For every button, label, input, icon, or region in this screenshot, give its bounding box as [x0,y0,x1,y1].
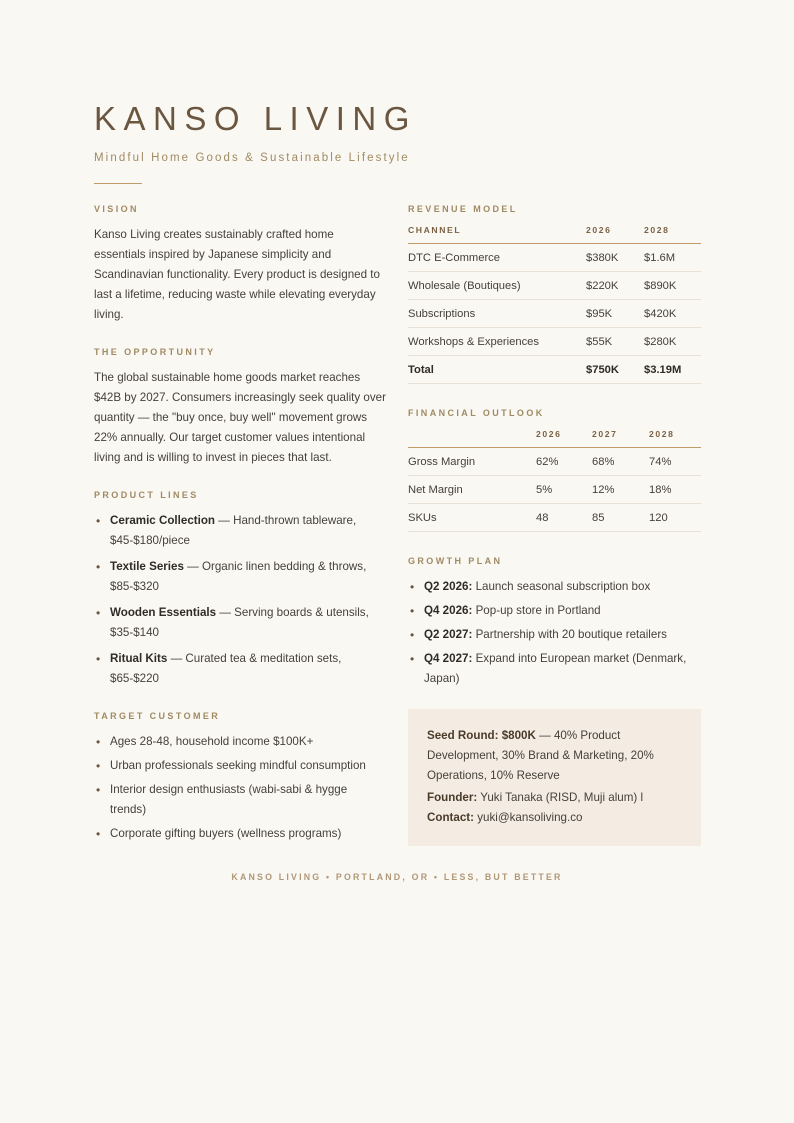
milestone-desc: Expand into European market (Denmark, Japan) [424,651,687,685]
product-desc: — Hand-thrown tableware, $45-$180/piece [110,514,357,548]
right-column [408,204,701,846]
cell-channel: DTC E-Commerce [408,243,586,271]
product-lines-list [94,511,386,689]
cell-2028: $420K [644,299,701,327]
page-footer: KANSO LIVING • PORTLAND, OR • LESS, BUT BETTER [231,871,563,882]
cell-2026: 5% [536,475,592,503]
table-row [408,327,701,355]
section-heading-revenue-model: REVENUE MODEL [408,203,518,214]
column-header-2028: 2028 [649,429,701,448]
table-header-row [408,225,701,244]
milestone-label: Q2 2026: [424,579,473,593]
list-item [110,649,386,689]
list-item: • Ages 28-48, household income $100K+ [110,732,386,752]
contact-line [427,808,682,828]
cell-2027: 12% [592,475,649,503]
cell-metric: Net Margin [408,475,536,503]
column-header-2026: 2026 [536,429,592,448]
section-heading-financial-outlook: FINANCIAL OUTLOOK [408,407,545,418]
list-item: • Corporate gifting buyers (wellness programs) [110,824,386,844]
cell-2026: $220K [586,271,644,299]
milestone-label: Q4 2026: [424,603,473,617]
table-header-row [408,429,701,448]
column-header-channel: CHANNEL [408,225,586,244]
cell-metric: SKUs [408,503,536,531]
page-title: KANSO LIVING [94,100,417,137]
product-desc: — Curated tea & meditation sets, $65-$220 [110,652,342,685]
founder-value: Yuki Tanaka (RISD, Muji alum) l [480,790,644,804]
cell-2028: $890K [644,271,701,299]
cell-metric: Gross Margin [408,447,536,475]
content-columns [94,204,700,846]
cell-channel: Subscriptions [408,299,586,327]
seed-round-desc: — 40% Product Development, 30% Brand & Marketing, 20% Operations, 10% Reserve [427,728,654,782]
cell-2027: 85 [592,503,649,531]
section-heading-growth-plan: GROWTH PLAN [408,555,503,566]
page-tagline: Mindful Home Goods & Sustainable Lifestyle [94,151,410,164]
cell-channel: Workshops & Experiences [408,327,586,355]
milestone-desc: Pop-up store in Portland [475,603,601,617]
opportunity-body: The global sustainable home goods market reaches $42B by 2027. Consumers increasingly seek quality over quantity — the "buy once, buy well" movement grows 22% annually. Our target customer values intentional living and is willing to invest in pieces that last. [94,371,386,465]
seed-round-label: Seed Round: $800K [427,728,536,742]
left-column [94,204,386,844]
table-row [408,503,701,531]
milestone-label: Q4 2027: [424,651,473,665]
cell-2027: 68% [592,447,649,475]
seed-round-line [427,726,682,786]
list-item: • Urban professionals seeking mindful consumption [110,756,386,776]
list-item [424,601,701,621]
cell-total-label: Total [408,355,586,383]
cell-2028: $1.6M [644,243,701,271]
cell-2028: 74% [649,447,701,475]
cell-2026: $95K [586,299,644,327]
founder-line [427,788,682,808]
contact-label: Contact: [427,810,475,824]
table-row [408,447,701,475]
document-header [94,96,700,184]
vision-body: Kanso Living creates sustainably crafted home essentials inspired by Japanese simplicity and Scandinavian functionality. Every product is designed to last a lifetime, reducing waste while elevating everyday living. [94,227,380,322]
growth-plan-list [408,577,701,689]
milestone-desc: Launch seasonal subscription box [475,579,651,593]
cell-2026: $380K [586,243,644,271]
contact-value: yuki@kansoliving.co [477,810,583,824]
list-item [424,577,701,597]
product-name: Textile Series [110,560,184,574]
milestone-label: Q2 2027: [424,627,473,641]
cell-channel: Wholesale (Boutiques) [408,271,586,299]
milestone-desc: Partnership with 20 boutique retailers [475,627,667,641]
column-header-2026: 2026 [586,225,644,244]
financial-outlook-table [408,429,701,532]
revenue-model-table [408,225,701,384]
section-heading-product-lines: PRODUCT LINES [94,490,199,501]
cell-2026: 48 [536,503,592,531]
table-row [408,299,701,327]
list-item [424,649,701,689]
cell-2028: 18% [649,475,701,503]
product-desc: — Serving boards & utensils, $35-$140 [110,606,369,640]
list-item [110,557,386,597]
cell-total-2026: $750K [586,355,644,383]
cell-2028: $280K [644,327,701,355]
section-heading-opportunity: THE OPPORTUNITY [94,347,216,358]
table-row [408,243,701,271]
column-header-2027: 2027 [592,429,649,448]
product-name: Wooden Essentials [110,606,217,620]
list-item [110,603,386,643]
founder-label: Founder: [427,790,478,804]
section-heading-target-customer: TARGET CUSTOMER [94,710,221,721]
cell-2028: 120 [649,503,701,531]
column-header-metric [408,429,536,448]
table-row [408,475,701,503]
list-item [424,625,701,645]
product-desc: — Organic linen bedding & throws, $85-$320 [110,560,367,594]
list-item: • Interior design enthusiasts (wabi-sabi & hygge trends) [110,780,386,820]
product-name: Ritual Kits [110,652,168,666]
cell-total-2028: $3.19M [644,355,701,383]
table-row [408,271,701,299]
list-item [110,511,386,551]
target-customer-list [94,732,386,844]
product-name: Ceramic Collection [110,514,216,528]
funding-callout [408,709,701,846]
section-heading-vision: VISION [94,203,139,214]
cell-2026: $55K [586,327,644,355]
column-header-2028: 2028 [644,225,701,244]
cell-2026: 62% [536,447,592,475]
header-divider [94,183,142,184]
table-row-total [408,355,701,383]
